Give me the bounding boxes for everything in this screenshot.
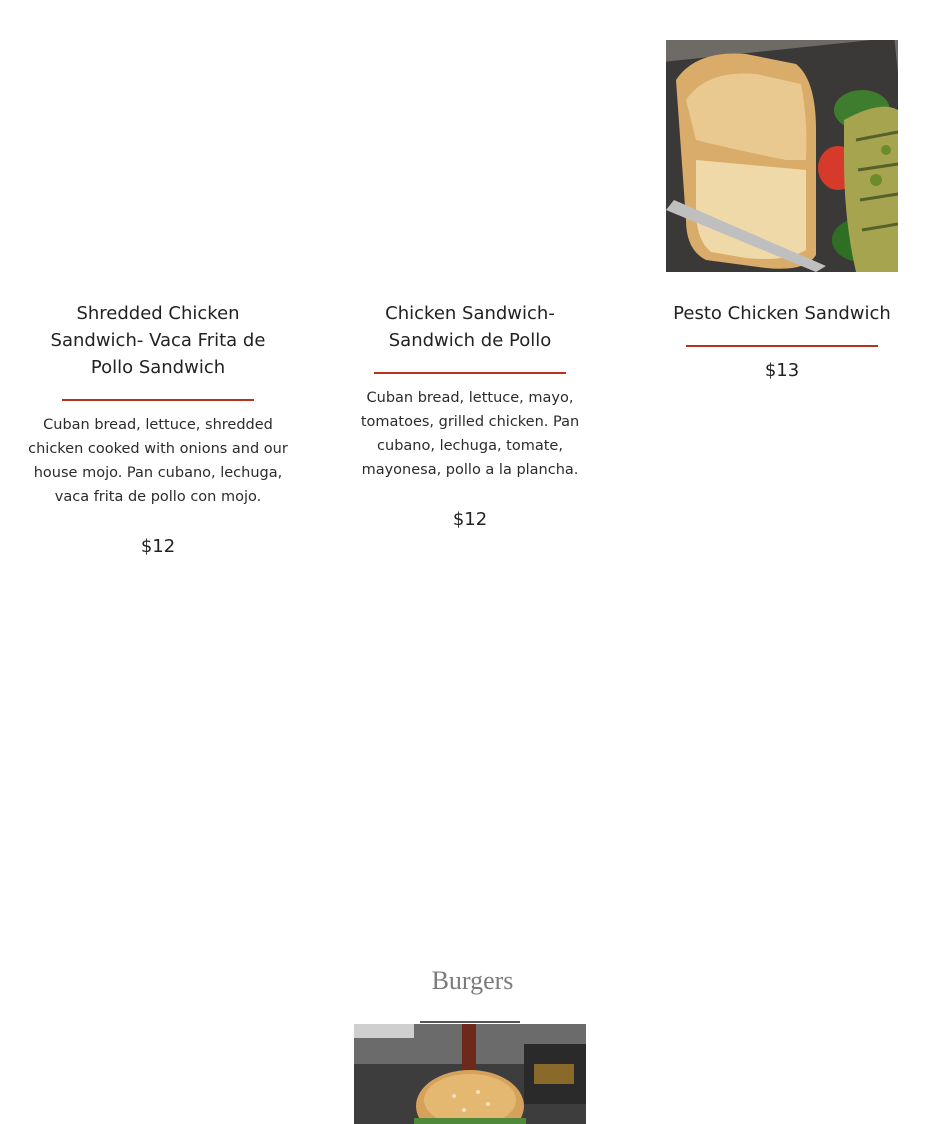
menu-item: [336, 300, 604, 532]
section-title-burgers: Burgers: [431, 966, 514, 995]
pesto-chicken-sandwich-photo: [666, 40, 898, 272]
section-title-underline: [420, 1021, 520, 1023]
menu-item-title: Chicken Sandwich- Sandwich de Pollo: [385, 303, 555, 351]
menu-item: [648, 300, 916, 383]
menu-item-title: Pesto Chicken Sandwich: [673, 303, 891, 324]
menu-item: [24, 300, 292, 559]
burger-illustration: [354, 1024, 586, 1124]
menu-item-price: $12: [452, 509, 488, 530]
menu-item-price: $12: [140, 536, 176, 557]
menu-item-price: $13: [764, 360, 800, 381]
pesto-sandwich-illustration: [666, 40, 898, 272]
title-divider: [374, 372, 566, 374]
menu-item-description: Cuban bread, lettuce, shredded chicken cooked with onions and our house mojo. Pan cubano, lechuga, vaca frita de pollo con mojo.: [28, 417, 288, 505]
menu-item-title: Shredded Chicken Sandwich- Vaca Frita de Pollo Sandwich: [50, 303, 266, 378]
title-divider: [62, 399, 254, 401]
title-divider: [686, 345, 878, 347]
menu-item-description: Cuban bread, lettuce, mayo, tomatoes, grilled chicken. Pan cubano, lechuga, tomate, mayonesa, pollo a la plancha.: [360, 390, 580, 478]
burger-photo: [354, 1024, 586, 1124]
